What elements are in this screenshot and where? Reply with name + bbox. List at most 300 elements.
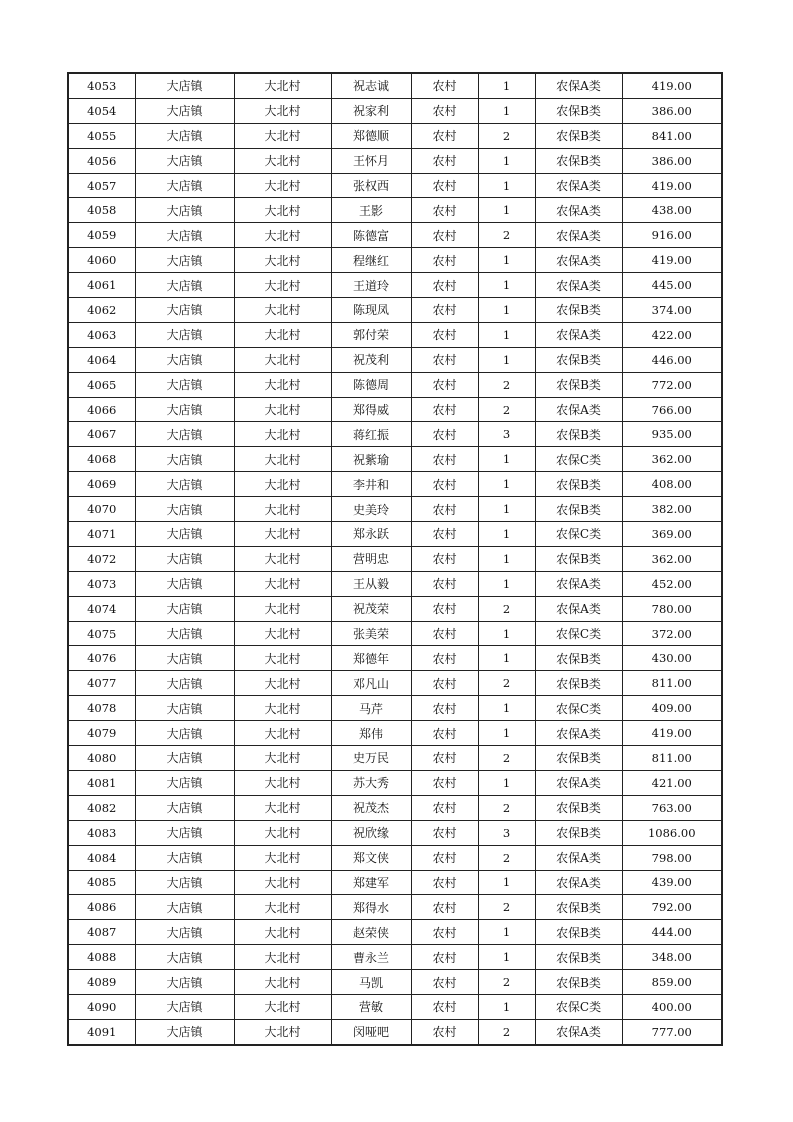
table-row (68, 322, 722, 347)
cell-insurance-category: 农保A类 (535, 770, 622, 795)
table-row (68, 895, 722, 920)
cell-town: 大店镇 (135, 73, 234, 98)
cell-family-size: 3 (478, 422, 535, 447)
cell-name: 闵哑吧 (331, 1019, 411, 1044)
cell-town: 大店镇 (135, 770, 234, 795)
table-row (68, 347, 722, 372)
cell-row-number: 4091 (68, 1019, 135, 1044)
cell-amount: 409.00 (622, 696, 722, 721)
cell-row-number: 4071 (68, 522, 135, 547)
cell-insurance-category: 农保A类 (535, 322, 622, 347)
table-row (68, 248, 722, 273)
cell-household-type: 农村 (411, 1019, 478, 1044)
cell-row-number: 4083 (68, 820, 135, 845)
cell-family-size: 3 (478, 820, 535, 845)
cell-household-type: 农村 (411, 347, 478, 372)
cell-row-number: 4055 (68, 123, 135, 148)
cell-amount: 798.00 (622, 845, 722, 870)
cell-family-size: 1 (478, 571, 535, 596)
cell-amount: 792.00 (622, 895, 722, 920)
cell-name: 郑永跃 (331, 522, 411, 547)
cell-name: 祝茂荣 (331, 596, 411, 621)
cell-household-type: 农村 (411, 472, 478, 497)
cell-village: 大北村 (234, 621, 331, 646)
cell-town: 大店镇 (135, 870, 234, 895)
cell-name: 苏大秀 (331, 770, 411, 795)
cell-household-type: 农村 (411, 546, 478, 571)
cell-town: 大店镇 (135, 298, 234, 323)
cell-insurance-category: 农保A类 (535, 571, 622, 596)
cell-row-number: 4072 (68, 546, 135, 571)
cell-family-size: 1 (478, 273, 535, 298)
cell-family-size: 1 (478, 73, 535, 98)
cell-row-number: 4089 (68, 970, 135, 995)
cell-name: 祝家利 (331, 98, 411, 123)
cell-town: 大店镇 (135, 347, 234, 372)
cell-row-number: 4088 (68, 945, 135, 970)
cell-row-number: 4086 (68, 895, 135, 920)
cell-name: 蒋红振 (331, 422, 411, 447)
cell-amount: 419.00 (622, 173, 722, 198)
cell-name: 史万民 (331, 746, 411, 771)
table-row (68, 148, 722, 173)
cell-town: 大店镇 (135, 248, 234, 273)
cell-row-number: 4061 (68, 273, 135, 298)
cell-household-type: 农村 (411, 596, 478, 621)
table-row (68, 696, 722, 721)
cell-family-size: 1 (478, 173, 535, 198)
cell-amount: 374.00 (622, 298, 722, 323)
cell-village: 大北村 (234, 895, 331, 920)
cell-row-number: 4082 (68, 795, 135, 820)
cell-name: 邓凡山 (331, 671, 411, 696)
cell-amount: 1086.00 (622, 820, 722, 845)
cell-town: 大店镇 (135, 696, 234, 721)
cell-village: 大北村 (234, 671, 331, 696)
cell-name: 祝欣缘 (331, 820, 411, 845)
cell-row-number: 4068 (68, 447, 135, 472)
cell-town: 大店镇 (135, 123, 234, 148)
table-row (68, 671, 722, 696)
cell-village: 大北村 (234, 546, 331, 571)
cell-village: 大北村 (234, 497, 331, 522)
cell-amount: 841.00 (622, 123, 722, 148)
cell-village: 大北村 (234, 148, 331, 173)
cell-name: 郭付荣 (331, 322, 411, 347)
cell-family-size: 1 (478, 148, 535, 173)
cell-row-number: 4079 (68, 721, 135, 746)
cell-name: 马凯 (331, 970, 411, 995)
table-row (68, 223, 722, 248)
cell-town: 大店镇 (135, 795, 234, 820)
table-row (68, 372, 722, 397)
cell-family-size: 1 (478, 198, 535, 223)
cell-amount: 445.00 (622, 273, 722, 298)
cell-family-size: 1 (478, 347, 535, 372)
cell-family-size: 1 (478, 98, 535, 123)
cell-village: 大北村 (234, 322, 331, 347)
cell-village: 大北村 (234, 970, 331, 995)
cell-household-type: 农村 (411, 522, 478, 547)
cell-village: 大北村 (234, 223, 331, 248)
table-row (68, 920, 722, 945)
cell-household-type: 农村 (411, 895, 478, 920)
cell-village: 大北村 (234, 447, 331, 472)
table-row (68, 945, 722, 970)
cell-household-type: 农村 (411, 970, 478, 995)
cell-village: 大北村 (234, 472, 331, 497)
cell-row-number: 4056 (68, 148, 135, 173)
cell-town: 大店镇 (135, 273, 234, 298)
cell-household-type: 农村 (411, 372, 478, 397)
cell-insurance-category: 农保B类 (535, 970, 622, 995)
cell-row-number: 4073 (68, 571, 135, 596)
table-body (68, 73, 722, 1045)
cell-village: 大北村 (234, 845, 331, 870)
cell-amount: 777.00 (622, 1019, 722, 1044)
cell-household-type: 农村 (411, 696, 478, 721)
cell-family-size: 1 (478, 646, 535, 671)
table-row (68, 621, 722, 646)
table-row (68, 596, 722, 621)
cell-insurance-category: 农保A类 (535, 870, 622, 895)
cell-village: 大北村 (234, 820, 331, 845)
cell-row-number: 4075 (68, 621, 135, 646)
cell-amount: 452.00 (622, 571, 722, 596)
cell-village: 大北村 (234, 372, 331, 397)
cell-amount: 386.00 (622, 148, 722, 173)
cell-name: 程继红 (331, 248, 411, 273)
cell-row-number: 4080 (68, 746, 135, 771)
cell-household-type: 农村 (411, 746, 478, 771)
cell-row-number: 4085 (68, 870, 135, 895)
cell-name: 郑建军 (331, 870, 411, 895)
cell-village: 大北村 (234, 920, 331, 945)
cell-town: 大店镇 (135, 646, 234, 671)
cell-town: 大店镇 (135, 198, 234, 223)
cell-name: 郑伟 (331, 721, 411, 746)
cell-amount: 444.00 (622, 920, 722, 945)
cell-village: 大北村 (234, 73, 331, 98)
beneficiary-table (67, 72, 723, 1046)
table-row (68, 522, 722, 547)
table-row (68, 298, 722, 323)
cell-amount: 362.00 (622, 546, 722, 571)
cell-village: 大北村 (234, 994, 331, 1019)
cell-name: 赵荣侠 (331, 920, 411, 945)
cell-town: 大店镇 (135, 895, 234, 920)
cell-town: 大店镇 (135, 98, 234, 123)
cell-village: 大北村 (234, 870, 331, 895)
cell-town: 大店镇 (135, 223, 234, 248)
cell-village: 大北村 (234, 273, 331, 298)
cell-household-type: 农村 (411, 273, 478, 298)
cell-amount: 772.00 (622, 372, 722, 397)
cell-amount: 446.00 (622, 347, 722, 372)
cell-insurance-category: 农保A类 (535, 1019, 622, 1044)
cell-row-number: 4074 (68, 596, 135, 621)
cell-row-number: 4077 (68, 671, 135, 696)
cell-amount: 419.00 (622, 248, 722, 273)
cell-name: 祝茂杰 (331, 795, 411, 820)
cell-household-type: 农村 (411, 173, 478, 198)
cell-town: 大店镇 (135, 472, 234, 497)
cell-amount: 408.00 (622, 472, 722, 497)
cell-village: 大北村 (234, 646, 331, 671)
cell-household-type: 农村 (411, 497, 478, 522)
cell-insurance-category: 农保A类 (535, 248, 622, 273)
cell-insurance-category: 农保B类 (535, 795, 622, 820)
cell-village: 大北村 (234, 173, 331, 198)
cell-name: 陈德周 (331, 372, 411, 397)
cell-name: 李井和 (331, 472, 411, 497)
cell-insurance-category: 农保B类 (535, 422, 622, 447)
cell-household-type: 农村 (411, 198, 478, 223)
cell-row-number: 4076 (68, 646, 135, 671)
cell-village: 大北村 (234, 746, 331, 771)
cell-amount: 348.00 (622, 945, 722, 970)
cell-town: 大店镇 (135, 522, 234, 547)
cell-household-type: 农村 (411, 994, 478, 1019)
cell-family-size: 2 (478, 1019, 535, 1044)
cell-name: 祝志诚 (331, 73, 411, 98)
cell-town: 大店镇 (135, 148, 234, 173)
cell-row-number: 4065 (68, 372, 135, 397)
cell-family-size: 2 (478, 123, 535, 148)
table-row (68, 198, 722, 223)
cell-amount: 438.00 (622, 198, 722, 223)
cell-village: 大北村 (234, 770, 331, 795)
cell-insurance-category: 农保B类 (535, 472, 622, 497)
cell-household-type: 农村 (411, 945, 478, 970)
cell-household-type: 农村 (411, 73, 478, 98)
table-row (68, 273, 722, 298)
cell-insurance-category: 农保B类 (535, 298, 622, 323)
cell-name: 王从毅 (331, 571, 411, 596)
cell-insurance-category: 农保A类 (535, 721, 622, 746)
table-row (68, 770, 722, 795)
cell-insurance-category: 农保A类 (535, 223, 622, 248)
cell-household-type: 农村 (411, 98, 478, 123)
cell-family-size: 1 (478, 546, 535, 571)
cell-town: 大店镇 (135, 173, 234, 198)
table-row (68, 994, 722, 1019)
cell-name: 营敏 (331, 994, 411, 1019)
cell-insurance-category: 农保B类 (535, 820, 622, 845)
cell-village: 大北村 (234, 422, 331, 447)
cell-row-number: 4062 (68, 298, 135, 323)
cell-town: 大店镇 (135, 820, 234, 845)
cell-name: 马芹 (331, 696, 411, 721)
cell-family-size: 1 (478, 322, 535, 347)
cell-town: 大店镇 (135, 845, 234, 870)
cell-household-type: 农村 (411, 148, 478, 173)
cell-amount: 859.00 (622, 970, 722, 995)
cell-name: 王怀月 (331, 148, 411, 173)
cell-household-type: 农村 (411, 298, 478, 323)
cell-insurance-category: 农保C类 (535, 621, 622, 646)
cell-household-type: 农村 (411, 223, 478, 248)
cell-family-size: 1 (478, 870, 535, 895)
cell-insurance-category: 农保C类 (535, 994, 622, 1019)
cell-insurance-category: 农保A类 (535, 397, 622, 422)
cell-amount: 362.00 (622, 447, 722, 472)
cell-town: 大店镇 (135, 1019, 234, 1044)
cell-town: 大店镇 (135, 721, 234, 746)
cell-household-type: 农村 (411, 248, 478, 273)
cell-household-type: 农村 (411, 123, 478, 148)
cell-household-type: 农村 (411, 770, 478, 795)
cell-household-type: 农村 (411, 845, 478, 870)
cell-insurance-category: 农保A类 (535, 73, 622, 98)
cell-insurance-category: 农保C类 (535, 522, 622, 547)
table-row (68, 970, 722, 995)
cell-village: 大北村 (234, 522, 331, 547)
cell-amount: 811.00 (622, 671, 722, 696)
cell-name: 郑文侠 (331, 845, 411, 870)
table-row (68, 721, 722, 746)
cell-family-size: 1 (478, 472, 535, 497)
cell-amount: 369.00 (622, 522, 722, 547)
cell-insurance-category: 农保B类 (535, 123, 622, 148)
cell-village: 大北村 (234, 397, 331, 422)
cell-amount: 372.00 (622, 621, 722, 646)
cell-insurance-category: 农保B类 (535, 372, 622, 397)
cell-name: 曹永兰 (331, 945, 411, 970)
cell-row-number: 4090 (68, 994, 135, 1019)
table-row (68, 1019, 722, 1044)
table-row (68, 795, 722, 820)
cell-town: 大店镇 (135, 322, 234, 347)
cell-town: 大店镇 (135, 372, 234, 397)
cell-family-size: 2 (478, 397, 535, 422)
table-row (68, 173, 722, 198)
table-row (68, 820, 722, 845)
cell-village: 大北村 (234, 98, 331, 123)
cell-family-size: 1 (478, 721, 535, 746)
cell-household-type: 农村 (411, 721, 478, 746)
cell-name: 王道玲 (331, 273, 411, 298)
cell-amount: 811.00 (622, 746, 722, 771)
cell-insurance-category: 农保A类 (535, 273, 622, 298)
cell-family-size: 1 (478, 497, 535, 522)
cell-town: 大店镇 (135, 621, 234, 646)
cell-town: 大店镇 (135, 397, 234, 422)
cell-insurance-category: 农保B类 (535, 546, 622, 571)
cell-insurance-category: 农保A类 (535, 173, 622, 198)
cell-name: 陈现凤 (331, 298, 411, 323)
cell-household-type: 农村 (411, 397, 478, 422)
cell-row-number: 4070 (68, 497, 135, 522)
cell-name: 张美荣 (331, 621, 411, 646)
cell-household-type: 农村 (411, 795, 478, 820)
cell-family-size: 1 (478, 920, 535, 945)
cell-village: 大北村 (234, 571, 331, 596)
cell-village: 大北村 (234, 198, 331, 223)
cell-town: 大店镇 (135, 970, 234, 995)
cell-family-size: 2 (478, 970, 535, 995)
cell-row-number: 4067 (68, 422, 135, 447)
cell-household-type: 农村 (411, 671, 478, 696)
cell-insurance-category: 农保A类 (535, 596, 622, 621)
table-row (68, 571, 722, 596)
cell-insurance-category: 农保C类 (535, 696, 622, 721)
table-row (68, 845, 722, 870)
cell-insurance-category: 农保A类 (535, 845, 622, 870)
cell-household-type: 农村 (411, 322, 478, 347)
cell-insurance-category: 农保B类 (535, 646, 622, 671)
cell-family-size: 2 (478, 746, 535, 771)
cell-amount: 780.00 (622, 596, 722, 621)
cell-amount: 935.00 (622, 422, 722, 447)
cell-row-number: 4054 (68, 98, 135, 123)
cell-row-number: 4064 (68, 347, 135, 372)
cell-row-number: 4060 (68, 248, 135, 273)
cell-town: 大店镇 (135, 422, 234, 447)
cell-amount: 766.00 (622, 397, 722, 422)
cell-insurance-category: 农保B类 (535, 98, 622, 123)
cell-row-number: 4066 (68, 397, 135, 422)
table-row (68, 447, 722, 472)
cell-household-type: 农村 (411, 571, 478, 596)
table-row (68, 397, 722, 422)
cell-row-number: 4058 (68, 198, 135, 223)
cell-family-size: 2 (478, 372, 535, 397)
cell-name: 郑得威 (331, 397, 411, 422)
cell-town: 大店镇 (135, 546, 234, 571)
cell-family-size: 2 (478, 895, 535, 920)
cell-row-number: 4078 (68, 696, 135, 721)
cell-insurance-category: 农保B类 (535, 347, 622, 372)
table-row (68, 422, 722, 447)
cell-name: 史美玲 (331, 497, 411, 522)
cell-family-size: 1 (478, 621, 535, 646)
cell-name: 陈德富 (331, 223, 411, 248)
table-row (68, 497, 722, 522)
cell-row-number: 4059 (68, 223, 135, 248)
cell-household-type: 农村 (411, 447, 478, 472)
cell-name: 王影 (331, 198, 411, 223)
cell-village: 大北村 (234, 596, 331, 621)
cell-insurance-category: 农保B类 (535, 148, 622, 173)
cell-amount: 439.00 (622, 870, 722, 895)
cell-amount: 419.00 (622, 73, 722, 98)
cell-town: 大店镇 (135, 920, 234, 945)
cell-village: 大北村 (234, 795, 331, 820)
table-row (68, 746, 722, 771)
cell-amount: 763.00 (622, 795, 722, 820)
cell-family-size: 1 (478, 298, 535, 323)
cell-amount: 916.00 (622, 223, 722, 248)
cell-row-number: 4063 (68, 322, 135, 347)
cell-family-size: 1 (478, 696, 535, 721)
cell-amount: 419.00 (622, 721, 722, 746)
cell-amount: 400.00 (622, 994, 722, 1019)
cell-household-type: 农村 (411, 870, 478, 895)
cell-family-size: 2 (478, 845, 535, 870)
cell-family-size: 1 (478, 447, 535, 472)
table-row (68, 546, 722, 571)
cell-village: 大北村 (234, 721, 331, 746)
table-row (68, 646, 722, 671)
cell-insurance-category: 农保B类 (535, 497, 622, 522)
cell-row-number: 4057 (68, 173, 135, 198)
cell-insurance-category: 农保B类 (535, 920, 622, 945)
cell-household-type: 农村 (411, 920, 478, 945)
cell-row-number: 4069 (68, 472, 135, 497)
cell-village: 大北村 (234, 1019, 331, 1044)
cell-name: 郑德年 (331, 646, 411, 671)
